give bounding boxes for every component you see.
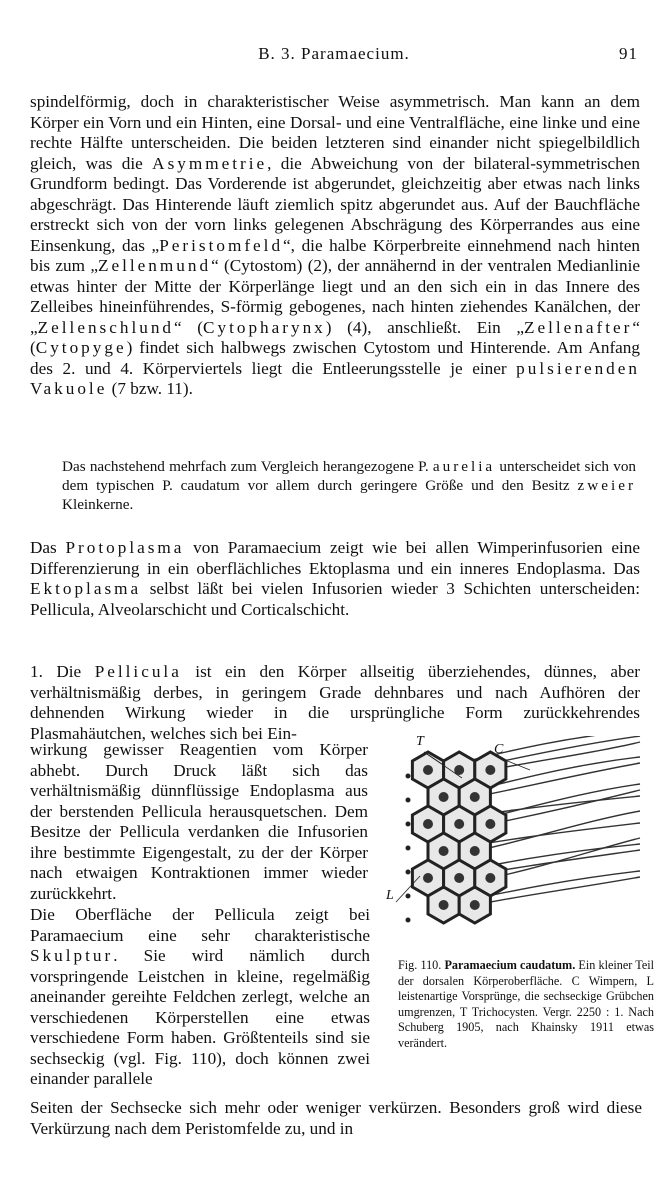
text-run: ) findet sich halbwegs zwischen Cytostom und Hinterende. Am Anfang des 2. und 4. Körperviertels liegt die Entleerungsstelle je einer <box>30 338 640 378</box>
trichocyst <box>406 822 411 827</box>
term-zweier: zweier <box>577 477 636 494</box>
text-run: ) (4), anschließt. Ein „ <box>325 317 524 337</box>
term-vakuole: Vakuole <box>30 379 108 398</box>
text-run: Das nachstehend mehrfach zum Vergleich herangezogene P. <box>62 458 433 475</box>
text-run: 1. Die <box>30 662 95 681</box>
basal-granule <box>423 765 433 775</box>
term-pulsierenden: pulsierenden <box>516 358 640 378</box>
cilium <box>490 790 640 824</box>
text-run: ist ein den Körper allseitig überziehendes, dünnes, aber verhältnismäßig derbes, in geringem Grade dehnbares und nach Aufhören der dehnenden Wirkung wieder in die ursprüngliche Form zurückkehrendes Plasmahäutchen, welches sich bei Ein- <box>30 662 640 743</box>
text-run: “ (Cytostom) (2), der annähernd in der ventralen Medianlinie etwas hinter der Mitte der Körperlänge liegt und an den sich ein in das Innere des Zelleibes hineinführendes, S-förmig gebogenes, nach hinten ziehendes Kanälchen, der „ <box>30 256 640 337</box>
basal-granule <box>470 900 480 910</box>
basal-granule <box>485 873 495 883</box>
basal-granule <box>439 846 449 856</box>
paragraph-body-2 <box>30 538 640 620</box>
cilium <box>490 742 640 770</box>
trichocyst <box>406 870 411 875</box>
basal-granule <box>423 819 433 829</box>
trichocyst <box>406 918 411 923</box>
text-run: selbst läßt bei vielen Infusorien wieder 3 Schichten unterscheiden: Pellicula, Alveolarschicht und Corticalschicht. <box>30 579 640 619</box>
text-run: “, die halbe Körperbreite einnehmend nach hinten bis zum „ <box>30 235 640 275</box>
running-head: B. 3. Paramaecium. <box>258 44 410 63</box>
basal-granule <box>439 792 449 802</box>
text-run: von Paramaecium zeigt wie bei allen Wimperinfusorien eine Differenzierung in ein oberflächliches Ektoplasma und ein inneres Endoplasma. Das <box>30 538 640 578</box>
paragraph-body-1 <box>30 92 640 400</box>
basal-granule <box>454 819 464 829</box>
paragraph-note <box>62 457 636 514</box>
figure-caption <box>398 958 654 1051</box>
basal-granule <box>485 765 495 775</box>
text-run: Kleinkerne. <box>62 496 134 513</box>
hexagon-grid <box>406 752 506 923</box>
paragraph-body-5 <box>30 905 370 1090</box>
caption-number: Fig. 110. <box>398 958 442 972</box>
text-run: . Sie wird nämlich durch vorspringende Leistchen in kleine, regelmäßig aneinander gereihte Feldchen zerlegt, welche an verschiedenen Körperstellen eine etwas verschiedene Form haben. Größtenteils sind sie sechseckig (vgl. Fig. 110), doch können zwei einander parallele <box>30 946 370 1088</box>
text-run: spindelförmig, doch in charakteristischer Weise asymmetrisch. Man kann an dem Körper ein Vorn und ein Hinten, eine Dorsal- und eine Ventralfläche, eine linke und eine rechte Hälfte unterscheiden. Die beiden letzteren sind einander nicht spiegelbildlich gleich, was die <box>30 92 640 173</box>
term-pellicula: Pellicula <box>94 662 182 681</box>
basal-granule <box>423 873 433 883</box>
term-asymmetrie: Asymmetrie <box>152 153 268 173</box>
text-run: (7 bzw. 11). <box>107 379 193 398</box>
figure-label-l: L <box>386 888 394 903</box>
term-cytopharynx: Cytopharynx <box>203 317 326 337</box>
basal-granule <box>454 873 464 883</box>
basal-granule <box>470 792 480 802</box>
basal-granule <box>470 846 480 856</box>
text-run: “ ( <box>30 317 640 357</box>
term-protoplasma: Protoplasma <box>65 538 185 557</box>
text-run: unterscheidet sich von dem typischen P. caudatum vor allem durch geringere Größe und den Besitz <box>62 458 637 494</box>
paragraph-body-3 <box>30 662 640 744</box>
term-cytopyge: Cytopyge <box>35 338 127 357</box>
term-peristomfeld: Peristomfeld <box>159 235 284 255</box>
text-run: , die Abweichung von der bilateral-symmetrischen Grundform bedingt. Das Vorderende ist abgerundet, gleichzeitig aber etwas nach links abgeschrägt. Das Hinterende läuft ziemlich spitz abgerundet aus. Auf der Bauchfläche erstreckt sich von der vorn links gelegenen Abschrägung des Körperrandes aus eine Einsenkung, das „ <box>30 153 640 255</box>
cilium <box>490 838 640 878</box>
pellicula-illustration <box>390 736 654 952</box>
caption-text: Ein kleiner Teil der dorsalen Körperoberfläche. C Wimpern, L leistenartige Vorsprünge, die sechseckige Grübchen umgrenzen, T Trichocysten. Vergr. 2250 : 1. Nach Schuberg 1905, nach Khainsky 1911 etwas verändert. <box>398 958 655 1050</box>
caption-title: Paramaecium caudatum. <box>444 958 576 972</box>
text-run: “ ( <box>174 317 204 337</box>
text-run: Die Oberfläche der Pellicula zeigt bei Paramaecium eine sehr charakteristische <box>30 905 370 945</box>
page-number: 91 <box>619 44 638 63</box>
page-header <box>30 44 638 74</box>
basal-granule <box>485 819 495 829</box>
term-ektoplasma: Ektoplasma <box>30 579 142 598</box>
trichocyst <box>406 774 411 779</box>
term-zellenmund: Zellenmund <box>98 256 212 275</box>
paragraph-body-6: Seiten der Sechsecke sich mehr oder weniger verkürzen. Besonders groß wird diese Verkürzung nach dem Peristomfelde zu, und in <box>30 1098 642 1138</box>
term-zellenafter: Zellenafter <box>523 317 633 337</box>
trichocyst <box>406 846 411 851</box>
figure-label-c: C <box>494 742 504 757</box>
text-run: Das <box>30 538 66 557</box>
figure-label-t: T <box>416 734 424 749</box>
term-zellenschlund: Zellenschlund <box>37 317 175 337</box>
term-skulptur: Skulptur <box>30 946 114 965</box>
basal-granule <box>439 900 449 910</box>
paragraph-body-4: wirkung gewisser Reagentien vom Körper abhebt. Durch Druck läßt sich das verhältnismäßig dünnflüssige Endoplasma aus der berstenden Pellicula herausquetschen. Dem Besitze der Pellicula verdanken die Infusorien ihre bestimmte Eigengestalt, zu der der Körper nach etwaigen Kontraktionen immer wieder zurückkehrt. <box>30 740 368 903</box>
trichocyst <box>406 798 411 803</box>
figure-110 <box>386 734 654 952</box>
trichocyst <box>406 894 411 899</box>
term-aurelia: aurelia <box>432 458 496 475</box>
